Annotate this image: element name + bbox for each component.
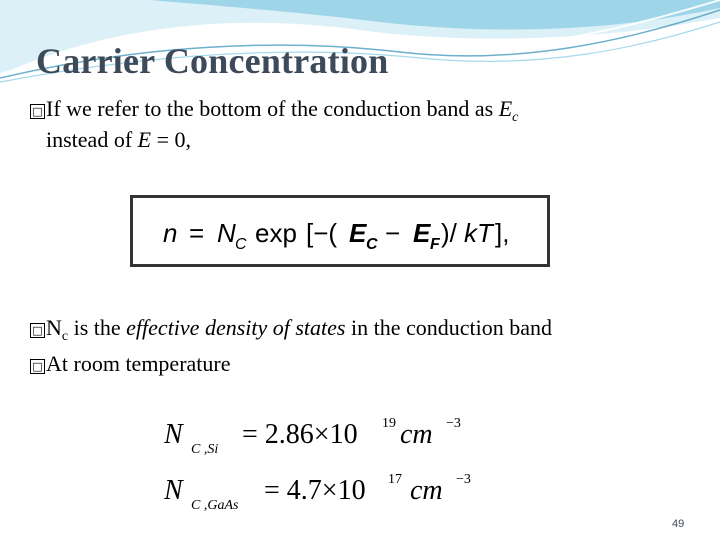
bullet-effective-density: □ $N_c$ is the effective density of states in the conduction band <box>30 315 552 345</box>
svg-text:cm: cm <box>410 475 443 506</box>
svg-text:−3: −3 <box>456 472 471 487</box>
nc-gaas-equation <box>163 472 471 513</box>
svg-text:cm: cm <box>400 419 433 450</box>
page-number: 49 <box>672 518 685 530</box>
svg-text:F: F <box>430 236 440 253</box>
effective-density-values <box>160 405 490 520</box>
svg-text:N: N <box>217 218 236 248</box>
svg-text:n: n <box>163 218 178 248</box>
svg-text:=: = <box>189 218 205 248</box>
svg-text:19: 19 <box>382 416 396 431</box>
svg-text:E: E <box>413 218 431 248</box>
svg-text:[−(: [−( <box>306 218 338 248</box>
bullet-box-icon: □ <box>30 104 45 119</box>
svg-text:C: C <box>366 236 378 253</box>
bullet-box-icon: □ <box>30 359 45 374</box>
svg-text:)/: )/ <box>441 218 457 248</box>
svg-text:C ,Si: C ,Si <box>191 442 219 457</box>
bullet-conduction-band-ref-cont: instead of E = 0, <box>46 127 192 152</box>
carrier-density-formula-box <box>130 195 550 267</box>
svg-text:C ,GaAs: C ,GaAs <box>191 498 239 513</box>
svg-text:= 4.7×10: = 4.7×10 <box>264 475 366 506</box>
svg-text:−: − <box>385 218 401 248</box>
svg-text:],: ], <box>495 218 510 248</box>
svg-text:E: E <box>349 218 367 248</box>
svg-text:C: C <box>235 236 247 253</box>
svg-text:exp: exp <box>255 218 297 248</box>
nc-silicon-equation <box>163 416 461 457</box>
bullet-conduction-band-ref: □ If we refer to the bottom of the conduction band as $E_c$ <box>30 96 518 126</box>
svg-text:= 2.86×10: = 2.86×10 <box>242 419 358 450</box>
bullet-box-icon: □ <box>30 323 45 338</box>
svg-text:N: N <box>164 419 183 450</box>
slide-title: Carrier Concentration <box>36 41 389 81</box>
svg-text:17: 17 <box>388 472 402 487</box>
svg-text:kT: kT <box>464 218 493 248</box>
bullet-room-temperature: □ At room temperature <box>30 351 231 377</box>
svg-text:−3: −3 <box>446 416 461 431</box>
svg-text:N: N <box>164 475 183 506</box>
carrier-density-formula <box>133 198 547 264</box>
